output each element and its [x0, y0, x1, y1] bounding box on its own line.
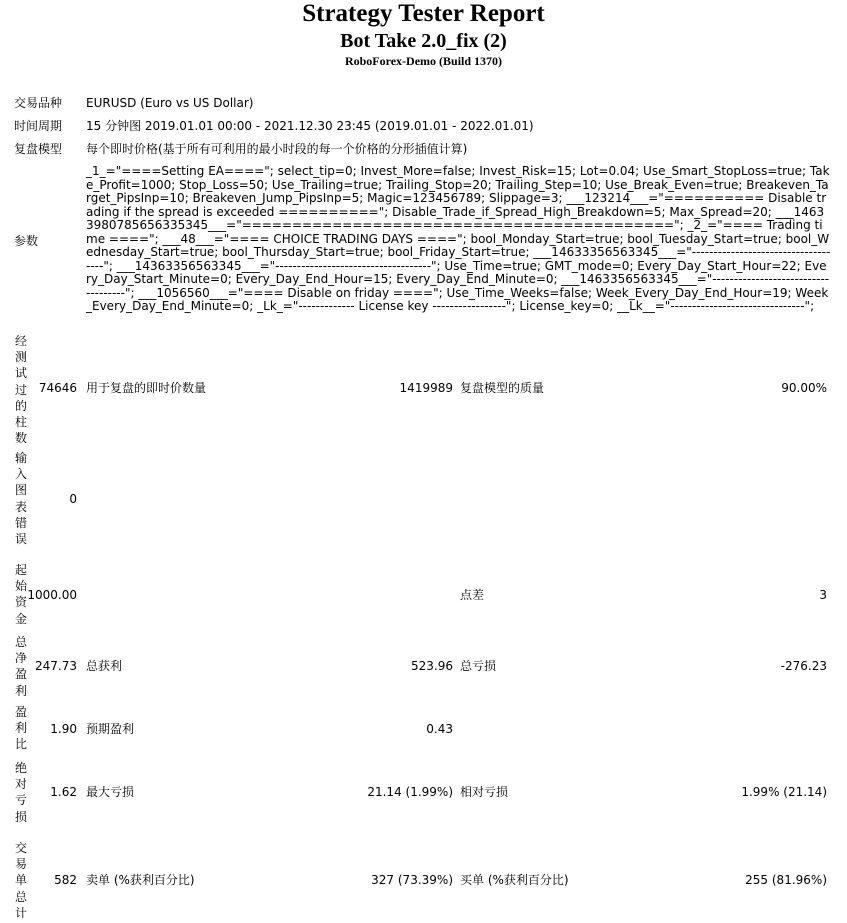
- period-label: 时间周期: [14, 119, 63, 133]
- model-label: 复盘模型: [14, 142, 63, 156]
- short-value: 327 (73.39%): [371, 873, 453, 887]
- errors-label: 输入图表错误: [14, 451, 27, 547]
- trades-label: 交易单总计: [14, 841, 27, 920]
- quality-value: 90.00%: [781, 381, 827, 395]
- bars-value: 74646: [38, 381, 77, 395]
- payoff-value: 0.43: [426, 722, 453, 736]
- absdd-value: 1.62: [50, 785, 77, 799]
- period-value: 15 分钟图 2019.01.01 00:00 - 2021.12.30 23:45 (2019.01.01 - 2022.01.01): [86, 119, 534, 133]
- grossloss-value: -276.23: [780, 659, 827, 673]
- short-label: 卖单 (%获利百分比): [86, 873, 195, 887]
- long-value: 255 (81.96%): [745, 873, 827, 887]
- long-label: 买单 (%获利百分比): [460, 873, 569, 887]
- quality-label: 复盘模型的质量: [460, 381, 545, 395]
- errors-value: 0: [69, 492, 77, 506]
- ticks-label: 用于复盘的即时价数量: [86, 381, 207, 395]
- maxdd-value: 21.14 (1.99%): [367, 785, 453, 799]
- spread-value: 3: [819, 588, 827, 602]
- bars-label: 经测试过的柱数: [14, 334, 27, 446]
- report-title: Strategy Tester Report: [302, 0, 545, 27]
- symbol-label: 交易品种: [14, 96, 63, 110]
- pf-value: 1.90: [50, 722, 77, 736]
- deposit-label: 起始资金: [14, 563, 27, 626]
- pf-label: 盈利比: [14, 705, 27, 752]
- grossprofit-value: 523.96: [411, 659, 453, 673]
- server-name: RoboForex-Demo (Build 1370): [344, 54, 503, 68]
- spread-label: 点差: [460, 588, 485, 602]
- netprofit-value: 247.73: [35, 659, 77, 673]
- netprofit-label: 总净盈利: [14, 635, 27, 698]
- params-value: _1_="====Setting EA===="; select_tip=0; Invest_More=false; Invest_Risk=15; Lot=0.04; Use_Smart_StopLoss=true; Take_Profit=1000; Stop_Loss=50; Use_Trailing=true; Trailing_Stop=20; Trailing_Step=10; Use_Break_Even=true; Breakeven_Target_PipsInp=10; Breakeven_Jump_PipsInp=5; Magic=123456789; Slippage=3; ___123214___="========== Disable trading if the spread is exceeded =========="; Disable_Trade_if_Spread_High_Breakdown=5; Max_Spread=20; ___14633980785656335345___="==========================================="; _2_="==== Trading time ===="; ___48___="==== CHOICE TRADING DAYS ===="; bool_Monday_Start=true; bool_Tuesday_Start=true; bool_Wednesday_Start=true; bool_Thursday_Start=true; bool_Friday_Start=true; ___14633356563345___="------------------------------------"; ___14363356563345___="------------------------------------"; Use_Time=true; GMT_mode=0; Every_Day_Start_Hour=22; Every_Day_Start_Minute=0; Every_Day_End_Hour=15; Every_Day_End_Minute=0; ___1463356563345___="------------------------------------"; ___1056560___="==== Disable on friday ===="; Use_Time_Weeks=false; Week_Every_Day_End_Hour=19; Week_Every_Day_End_Minute=0; _Lk_="------------- License key -----------------"; License_key=0; __Lk__="-------------------------------";: [86, 164, 831, 313]
- reldd-label: 相对亏损: [460, 785, 509, 799]
- deposit-value: 1000.00: [27, 588, 77, 602]
- reldd-value: 1.99% (21.14): [741, 785, 827, 799]
- symbol-value: EURUSD (Euro vs US Dollar): [86, 96, 254, 110]
- expert-name: Bot Take 2.0_fix (2): [340, 30, 507, 52]
- ticks-value: 1419989: [399, 381, 453, 395]
- trades-value: 582: [54, 873, 77, 887]
- payoff-label: 预期盈利: [86, 722, 135, 736]
- maxdd-label: 最大亏损: [86, 785, 135, 799]
- model-value: 每个即时价格(基于所有可利用的最小时段的每一个价格的分形插值计算): [86, 142, 468, 156]
- absdd-label: 绝对亏损: [14, 761, 27, 824]
- grossprofit-label: 总获利: [86, 659, 123, 673]
- grossloss-label: 总亏损: [460, 659, 497, 673]
- params-label: 参数: [14, 234, 39, 248]
